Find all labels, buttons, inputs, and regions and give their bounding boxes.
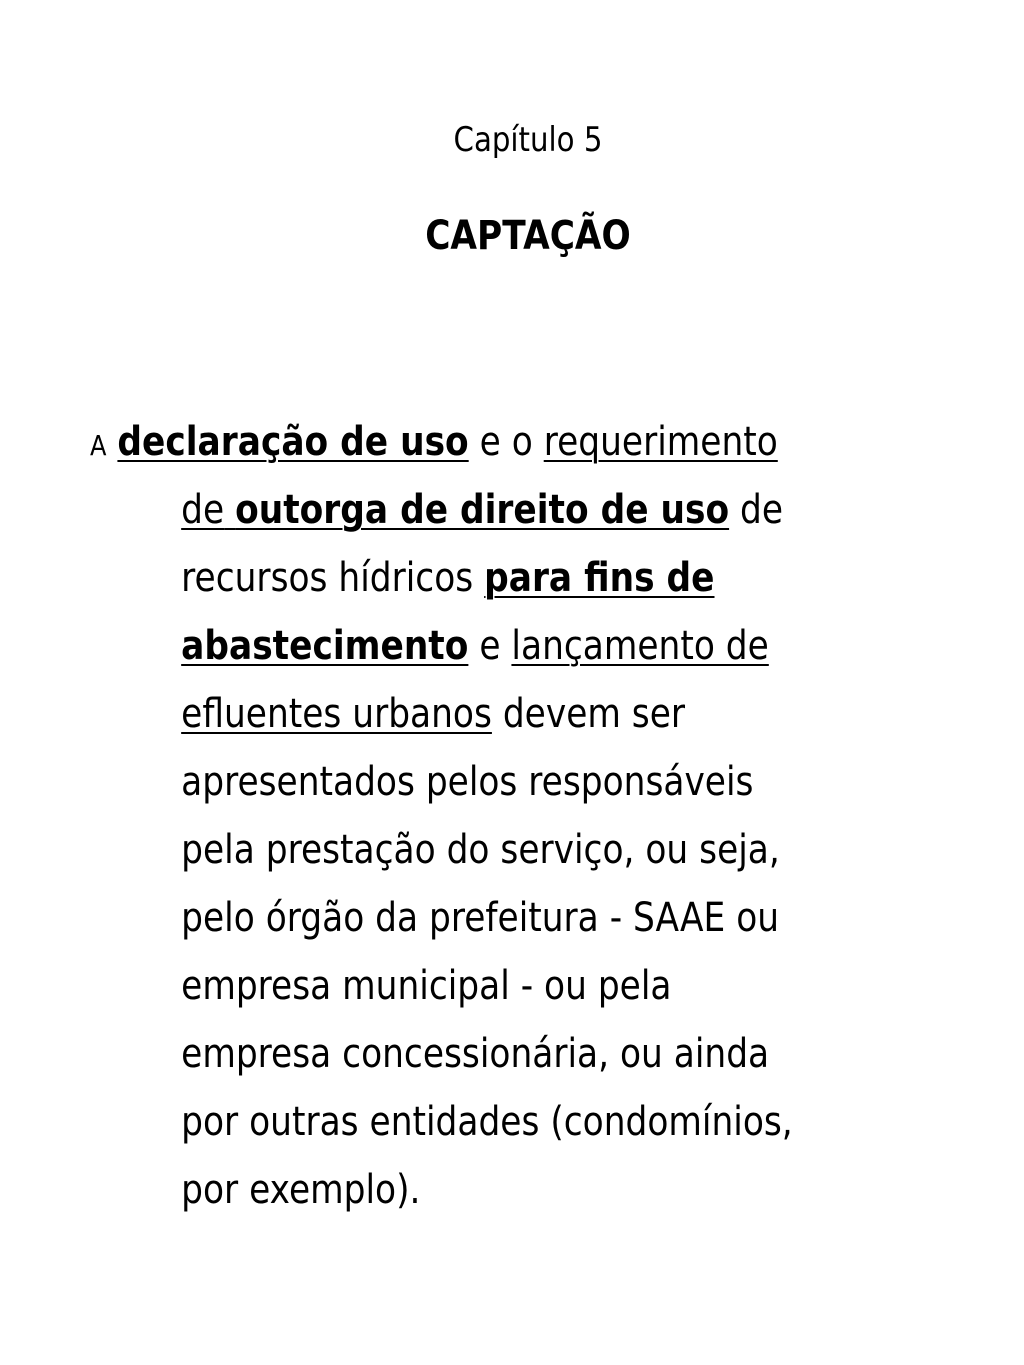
underline-space [224,487,235,533]
term-lancamento: lançamento de [511,623,769,669]
chapter-title: CAPTAÇÃO [425,213,631,259]
term-efluentes: efluentes urbanos [181,691,492,737]
text-conjunction: e [468,623,512,669]
paragraph-line-11: por outras entidades (condomínios, [181,1099,793,1145]
paragraph-line-4 [90,612,807,680]
paragraph-line-10: empresa concessionária, ou ainda [181,1031,770,1077]
paragraph-line-7: pela prestação do serviço, ou seja, [181,827,780,873]
text-conjunction: e o [468,419,544,465]
paragraph-line-8: pelo órgão da prefeitura - SAAE ou [181,895,780,941]
paragraph-line-6: apresentados pelos responsáveis [181,759,754,805]
lead-article: A [90,429,107,462]
chapter-label: Capítulo 5 [453,120,603,160]
term-declaracao-de-uso: declaração de uso [117,419,469,465]
body-paragraph [90,408,807,1224]
text-tail: devem ser [491,691,686,737]
term-requerimento: requerimento [543,419,778,465]
paragraph-line-12: por exemplo). [181,1167,421,1213]
term-para-fins: para fins de [484,555,715,601]
paragraph-line-3 [90,544,807,612]
text-recursos: recursos hídricos [181,555,485,601]
term-abastecimento: abastecimento [181,623,469,669]
paragraph-line-2 [90,476,807,544]
term-outorga: outorga de direito de uso [235,487,730,533]
text-tail: de [729,487,784,533]
paragraph-line-9: empresa municipal - ou pela [181,963,672,1009]
paragraph-line-1 [90,408,807,476]
term-requerimento-cont: de [181,487,225,533]
paragraph-line-5 [90,680,807,748]
